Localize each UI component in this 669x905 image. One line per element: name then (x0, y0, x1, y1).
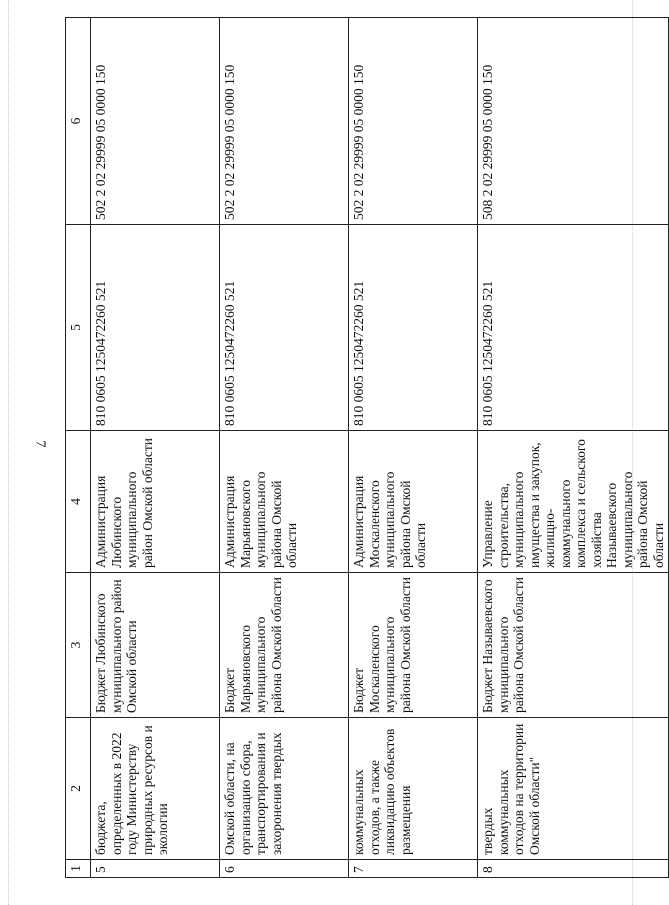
purpose-cell: Омской области, на организацию сбора, транспортирования и захоронения твердых (220, 718, 349, 860)
header-cell-6: 6 (66, 18, 91, 225)
left-margin-dots (8, 0, 9, 905)
administrator-cell: Администрация Любинского муниципального район Омской области (91, 431, 220, 573)
row-number: 6 (220, 860, 349, 878)
administrator-cell: Управление строительства, муниципального имущества и закупок, жилищно-коммунального комплекса и сельского хозяйства Называевского муниципального района Омской области (478, 431, 669, 573)
table-row (349, 18, 478, 878)
header-cell-3: 3 (66, 573, 91, 718)
table-header-row (66, 18, 91, 878)
header-cell-4: 4 (66, 431, 91, 573)
revenue-code-cell: 502 2 02 29999 05 0000 150 (220, 18, 349, 225)
purpose-cell: бюджета, определенных в 2022 году Министерству природных ресурсов и экологии (91, 718, 220, 860)
header-cell-1: 1 (66, 860, 91, 878)
expense-code-cell: 810 0605 1250472260 521 (91, 225, 220, 431)
administrator-cell: Администрация Москаленского муниципального района Омской области (349, 431, 478, 573)
budget-cell: Бюджет Марьяновского муниципального района Омской области (220, 573, 349, 718)
row-number: 8 (478, 860, 669, 878)
expense-code-cell: 810 0605 1250472260 521 (349, 225, 478, 431)
administrator-cell: Администрация Марьяновского муниципального района Омской области (220, 431, 349, 573)
header-cell-2: 2 (66, 718, 91, 860)
expense-code-cell: 810 0605 1250472260 521 (478, 225, 669, 431)
page-number: 7 (32, 440, 48, 448)
subsidy-distribution-table (65, 17, 669, 878)
rotated-table-container (65, 18, 666, 878)
budget-cell: Бюджет Называевского муниципального района Омской области (478, 573, 669, 718)
row-number: 5 (91, 860, 220, 878)
table-row (478, 18, 669, 878)
revenue-code-cell: 508 2 02 29999 05 0000 150 (478, 18, 669, 225)
revenue-code-cell: 502 2 02 29999 05 0000 150 (349, 18, 478, 225)
expense-code-cell: 810 0605 1250472260 521 (220, 225, 349, 431)
row-number: 7 (349, 860, 478, 878)
revenue-code-cell: 502 2 02 29999 05 0000 150 (91, 18, 220, 225)
header-cell-5: 5 (66, 225, 91, 431)
budget-cell: Бюджет Москаленского муниципального района Омской области (349, 573, 478, 718)
table-row (91, 18, 220, 878)
purpose-cell: коммунальных отходов, а также ликвидацию объектов размещения (349, 718, 478, 860)
table-row (220, 18, 349, 878)
budget-cell: Бюджет Любинского муниципального район Омской области (91, 573, 220, 718)
purpose-cell: твердых коммунальных отходов на территории Омской области" (478, 718, 669, 860)
